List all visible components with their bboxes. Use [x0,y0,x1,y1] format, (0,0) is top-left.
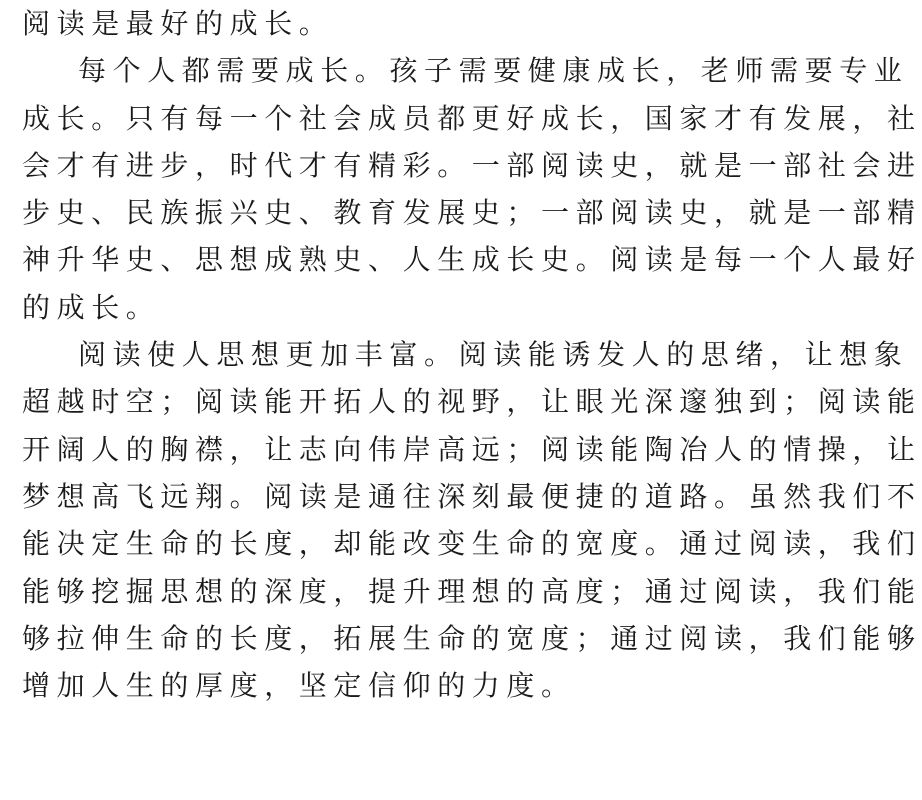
paragraph-2-line-7: 够拉伸生命的长度，拓展生命的宽度；通过阅读，我们能够 [22,621,922,655]
paragraph-2-line-4: 梦想高飞远翔。阅读是通往深刻最便捷的道路。虽然我们不 [22,479,922,513]
paragraph-2-line-5: 能决定生命的长度，却能改变生命的宽度。通过阅读，我们 [22,527,922,561]
paragraph-1-line-5: 神升华史、思想成熟史、人生成长史。阅读是每一个人最好 [22,243,922,277]
paragraph-1-line-2: 成长。只有每一个社会成员都更好成长，国家才有发展，社 [22,101,922,135]
paragraph-2-line-3: 开阔人的胸襟，让志向伟岸高远；阅读能陶冶人的情操，让 [22,432,922,466]
paragraph-1-line-3: 会才有进步，时代才有精彩。一部阅读史，就是一部社会进 [22,148,922,182]
paragraph-1-line-6: 的成长。 [22,290,161,324]
paragraph-2-line-6: 能够挖掘思想的深度，提升理想的高度；通过阅读，我们能 [22,574,922,608]
paragraph-1-line-1: 每个人都需要成长。孩子需要健康成长，老师需要专业 [78,54,909,88]
paragraph-2-line-2: 超越时空；阅读能开拓人的视野，让眼光深邃独到；阅读能 [22,385,922,419]
paragraph-2-line-1: 阅读使人思想更加丰富。阅读能诱发人的思绪，让想象 [78,338,909,372]
document-title-line: 阅读是最好的成长。 [22,7,334,40]
paragraph-1-line-4: 步史、民族振兴史、教育发展史；一部阅读史，就是一部精 [22,196,922,230]
paragraph-2-line-8: 增加人生的厚度，坚定信仰的力度。 [22,669,576,703]
